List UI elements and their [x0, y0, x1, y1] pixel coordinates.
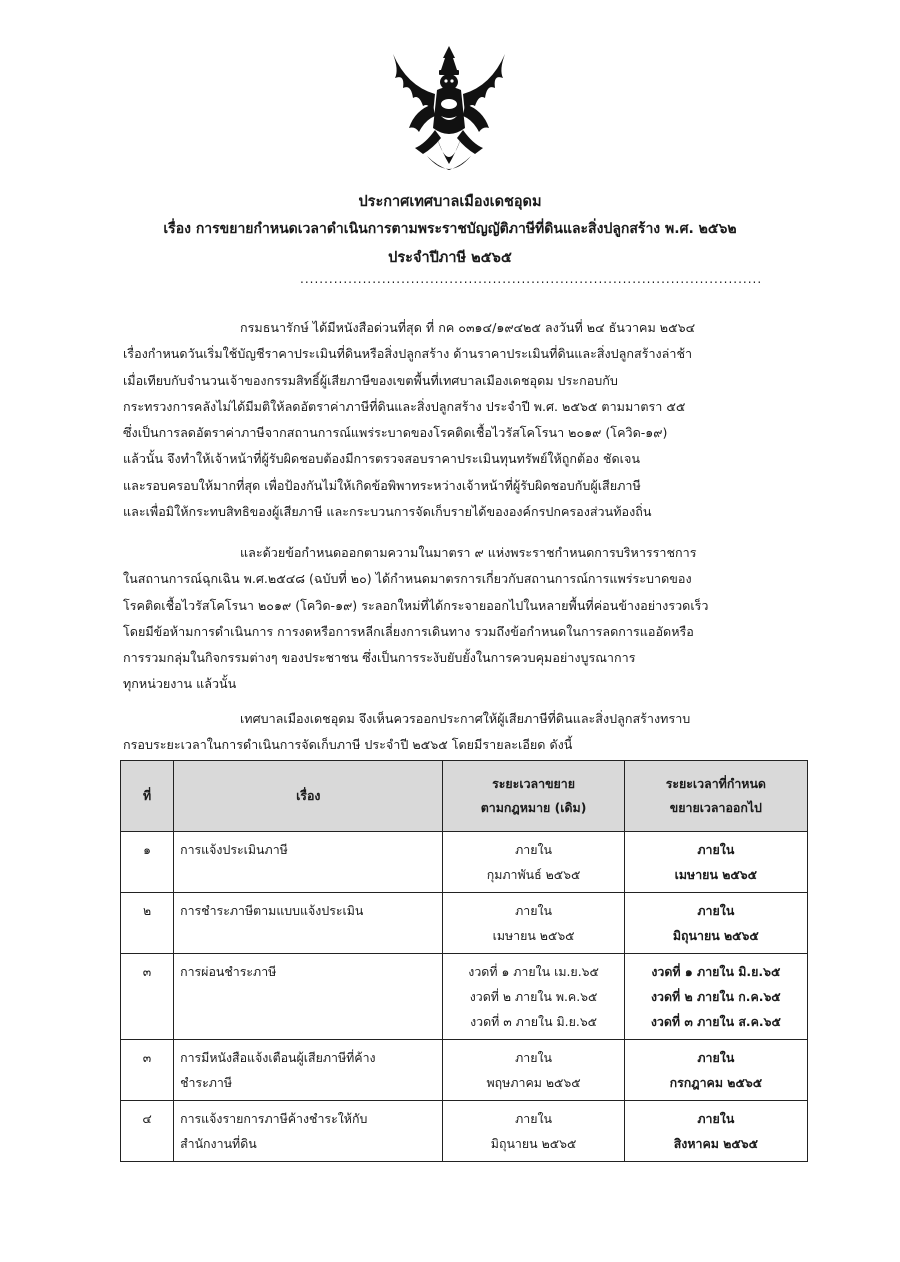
- header-line: ขยายเวลาออกไป: [669, 800, 762, 815]
- paragraph-line: กรมธนารักษ์ ได้มีหนังสือด่วนที่สุด ที่ กค ๐๓๑๔/๑๙๔๒๕ ลงวันที่ ๒๔ ธันวาคม ๒๕๖๔: [240, 320, 696, 335]
- cell-line: ภายใน: [515, 1050, 553, 1065]
- cell-line: กรกฎาคม ๒๕๖๕: [669, 1075, 763, 1090]
- row-number: ๔: [121, 1101, 174, 1162]
- paragraph-3: [123, 706, 789, 759]
- table-row: [121, 893, 808, 954]
- cell-line: ภายใน: [697, 1111, 735, 1126]
- paragraph-line: เมื่อเทียบกับจำนวนเจ้าของกรรมสิทธิ์ผู้เสียภาษีของเขตพื้นที่เทศบาลเมืองเดชอุดม ประกอบกับ: [123, 372, 618, 388]
- cell-line: มิถุนายน ๒๕๖๕: [490, 1136, 577, 1151]
- cell-line: งวดที่ ๒ ภายใน ก.ค.๖๕: [651, 989, 781, 1004]
- cell-line: สำนักงานที่ดิน: [180, 1136, 257, 1151]
- row-subject: [174, 1040, 443, 1101]
- paragraph-line: กรอบระยะเวลาในการดำเนินการจัดเก็บภาษี ประจำปี ๒๕๖๕ โดยมีรายละเอียด ดังนี้: [123, 737, 573, 753]
- paragraph-1: [123, 315, 789, 525]
- table-row: [121, 832, 808, 893]
- row-number: ๒: [121, 893, 174, 954]
- row-original-period: [443, 1101, 624, 1162]
- row-original-period: [443, 1040, 624, 1101]
- row-extended-period: [624, 832, 807, 893]
- header-original-period: [443, 761, 624, 832]
- row-subject: [174, 893, 443, 954]
- table-row: [121, 954, 808, 1040]
- cell-line: เมษายน ๒๕๖๕: [492, 928, 575, 943]
- cell-line: ภายใน: [515, 842, 553, 857]
- paragraph-line: การรวมกลุ่มในกิจกรรมต่างๆ ของประชาชน ซึ่งเป็นการระงับยับยั้งในการควบคุมอย่างบูรณาการ: [123, 650, 636, 666]
- paragraph-line: เรื่องกำหนดวันเริ่มใช้บัญชีราคาประเมินที่ดินหรือสิ่งปลูกสร้าง ด้านราคาประเมินที่ดินและสิ่งปลูกสร้างล่าช้า: [123, 346, 693, 362]
- paragraph-2: [123, 540, 789, 698]
- announcement-tax-year: ประจำปีภาษี ๒๕๖๕: [388, 250, 512, 266]
- title-separator: ................................................................................................: [300, 272, 763, 286]
- cell-line: ภายใน: [515, 1111, 553, 1126]
- header-no: ที่: [121, 761, 174, 832]
- paragraph-line: กระทรวงการคลังไม่ได้มีมติให้ลดอัตราค่าภาษีที่ดินและสิ่งปลูกสร้าง ประจำปี พ.ศ. ๒๕๖๕ ตามมาตรา ๕๕: [123, 398, 686, 414]
- row-original-period: [443, 832, 624, 893]
- cell-line: พฤษภาคม ๒๕๖๕: [486, 1075, 581, 1090]
- row-number: ๓: [121, 954, 174, 1040]
- table-row: [121, 1040, 808, 1101]
- cell-line: กุมภาพันธ์ ๒๕๖๕: [486, 867, 581, 882]
- cell-line: การมีหนังสือแจ้งเตือนผู้เสียภาษีที่ค้าง: [180, 1050, 376, 1065]
- cell-line: ภายใน: [697, 1050, 735, 1065]
- paragraph-line: และเพื่อมิให้กระทบสิทธิของผู้เสียภาษี และกระบวนการจัดเก็บรายได้ขององค์กรปกครองส่วนท้องถิ่น: [123, 504, 652, 520]
- row-number: ๑: [121, 832, 174, 893]
- cell-line: ชำระภาษี: [180, 1075, 233, 1090]
- cell-line: งวดที่ ๑ ภายใน มิ.ย.๖๕: [651, 964, 781, 979]
- header-line: ระยะเวลาที่กำหนด: [665, 776, 766, 791]
- header-subject: เรื่อง: [174, 761, 443, 832]
- paragraph-line: ทุกหน่วยงาน แล้วนั้น: [123, 676, 237, 692]
- table-header-row: [121, 761, 808, 832]
- row-subject: [174, 1101, 443, 1162]
- row-extended-period: [624, 1040, 807, 1101]
- cell-line: การชำระภาษีตามแบบแจ้งประเมิน: [180, 903, 364, 918]
- cell-line: งวดที่ ๓ ภายใน มิ.ย.๖๕: [470, 1014, 598, 1029]
- paragraph-line: และด้วยข้อกำหนดออกตามความในมาตรา ๙ แห่งพระราชกำหนดการบริหารราชการ: [240, 545, 697, 560]
- cell-line: มิถุนายน ๒๕๖๕: [672, 928, 759, 943]
- cell-line: ภายใน: [697, 903, 735, 918]
- cell-line: สิงหาคม ๒๕๖๕: [673, 1136, 758, 1151]
- cell-line: งวดที่ ๓ ภายใน ส.ค.๖๕: [650, 1014, 781, 1029]
- header-line: ตามกฎหมาย (เดิม): [480, 800, 587, 815]
- header-extended-period: [624, 761, 807, 832]
- table-row: [121, 1101, 808, 1162]
- cell-line: การแจ้งรายการภาษีค้างชำระให้กับ: [180, 1111, 368, 1126]
- cell-line: การผ่อนชำระภาษี: [180, 964, 277, 979]
- cell-line: การแจ้งประเมินภาษี: [180, 842, 288, 857]
- cell-line: ภายใน: [697, 842, 735, 857]
- paragraph-line: ซึ่งเป็นการลดอัตราค่าภาษีจากสถานการณ์แพร่ระบาดของโรคติดเชื้อไวรัสโคโรนา ๒๐๑๙ (โควิด-๑๙): [123, 425, 668, 441]
- cell-line: งวดที่ ๒ ภายใน พ.ค.๖๕: [469, 989, 598, 1004]
- row-number: ๓: [121, 1040, 174, 1101]
- row-original-period: [443, 954, 624, 1040]
- paragraph-line: แล้วนั้น จึงทำให้เจ้าหน้าที่ผู้รับผิดชอบต้องมีการตรวจสอบราคาประเมินทุนทรัพย์ให้ถูกต้อง ชัดเจน: [123, 451, 640, 467]
- row-extended-period: [624, 893, 807, 954]
- row-extended-period: [624, 954, 807, 1040]
- row-subject: [174, 954, 443, 1040]
- paragraph-line: โรคติดเชื้อไวรัสโคโรนา ๒๐๑๙ (โควิด-๑๙) ระลอกใหม่ที่ได้กระจายออกไปในหลายพื้นที่ค่อนข้างอย่างรวดเร็ว: [123, 597, 709, 613]
- header-line: ระยะเวลาขยาย: [492, 776, 576, 791]
- row-original-period: [443, 893, 624, 954]
- paragraph-line: ในสถานการณ์ฉุกเฉิน พ.ศ.๒๕๔๘ (ฉบับที่ ๒๐) ได้กำหนดมาตรการเกี่ยวกับสถานการณ์การแพร่ระบาดของ: [123, 571, 692, 587]
- cell-line: เมษายน ๒๕๖๕: [674, 867, 758, 882]
- announcement-subject: เรื่อง การขยายกำหนดเวลาดำเนินการตามพระราชบัญญัติภาษีที่ดินและสิ่งปลูกสร้าง พ.ศ. ๒๕๖๒: [163, 221, 737, 237]
- row-subject: [174, 832, 443, 893]
- announcement-title: ประกาศเทศบาลเมืองเดชอุดม: [358, 194, 542, 210]
- cell-line: งวดที่ ๑ ภายใน เม.ย.๖๕: [468, 964, 599, 979]
- schedule-table: [120, 760, 808, 1162]
- paragraph-line: เทศบาลเมืองเดชอุดม จึงเห็นควรออกประกาศให้ผู้เสียภาษีที่ดินและสิ่งปลูกสร้างทราบ: [240, 711, 691, 726]
- paragraph-line: และรอบครอบให้มากที่สุด เพื่อป้องกันไม่ให้เกิดข้อพิพาทระหว่างเจ้าหน้าที่ผู้รับผิดชอบกับผู้เสียภาษี: [123, 477, 641, 493]
- garuda-emblem-icon: [385, 44, 513, 182]
- paragraph-line: โดยมีข้อห้ามการดำเนินการ การงดหรือการหลีกเลี่ยงการเดินทาง รวมถึงข้อกำหนดในการลดการแออัดหรือ: [123, 623, 694, 639]
- cell-line: ภายใน: [515, 903, 553, 918]
- row-extended-period: [624, 1101, 807, 1162]
